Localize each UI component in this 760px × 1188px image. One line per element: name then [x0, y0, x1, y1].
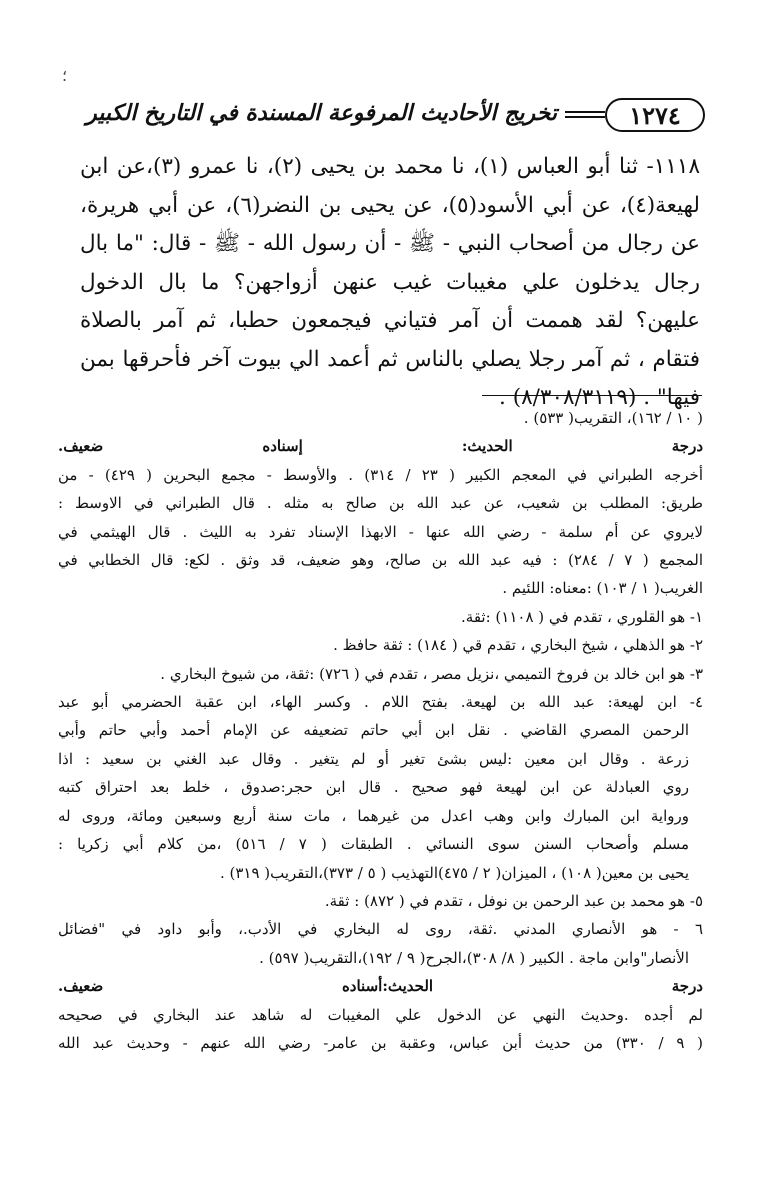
page-header: [80, 94, 705, 138]
hadith-text: [80, 148, 700, 418]
footnotes: [58, 404, 703, 1057]
footnote-line: درجة الحديث: إسناده ضعيف.: [58, 437, 703, 456]
footnote-line: أخرجه الطبراني في المعجم الكبير ( ٢٣ / ٣١٤) . والأوسط - مجمع البحرين ( ٤٢٩) - من: [58, 465, 703, 484]
hadith-paragraph: ١١١٨- ثنا أبو العباس (١)، نا محمد بن يحيى (٢)، نا عمرو (٣)،عن ابن لهيعة(٤)، عن أبي الأسود(٥)، عن يحيى بن النضر(٦)، عن أبي هريرة، عن رجال من أصحاب النبي - ﷺ - أن رسول الله - ﷺ - قال: "ما بال رجال يدخلون علي مغيبات غيب عنهن أزواجهن؟ ما بال الدخول عليهن؟ لقد هممت أن آمر فتياني فيجمعون حطبا، ثم آمر بالصلاة فتقام ، ثم آمر رجلا يصلي بالناس ثم أعمد الي بيوت آخر فأحرقها بمن فيها" . (٨/٣٠٨/٣١١٩) .: [80, 154, 700, 410]
footnote-line: روي العبادلة عن ابن لهيعة فهو صحيح . قال ابن حجر:صدوق ، خلط بعد احتراق كتبه: [58, 778, 689, 797]
footnote-line: زرعة . وقال ابن معين :ليس بشئ تغير أو لم يتغير . وقال عبد الغني بن سعيد : اذا: [58, 749, 689, 768]
footnote-line: درجة الحديث:أسناده ضعيف.: [58, 977, 703, 996]
footnote-line: لايروي عن أم سلمة - رضي الله عنها - الابهذا الإسناد تفرد به الليث . قال الهيثمي في: [58, 522, 703, 541]
corner-mark: ؛: [62, 66, 68, 85]
footnote-line: يحيى بن معين( ١٠٨) ، الميزان( ٢ / ٤٧٥)التهذيب ( ٥ / ٣٧٣)،التقريب( ٣١٩) .: [219, 863, 689, 882]
footnote-line: الرحمن المصري القاضي . نقل ابن أبي حاتم تضعيفه عن الإمام أحمد وأبي حاتم وأبي: [58, 721, 689, 740]
footnote-line: مسلم وأصحاب السنن سوى النسائي . الطبقات ( ٧ / ٥١٦) ،من كلام أبي زكريا :: [58, 835, 690, 854]
footnote-line: المجمع ( ٧ / ٢٨٤) : فيه عبد الله بن صالح، وهو ضعيف، قد وثق . لكع: قال الخطابي في: [58, 551, 703, 570]
footnote-separator: [482, 395, 702, 396]
header-rule: [565, 111, 605, 121]
footnote-line: ٥- هو محمد بن عبد الرحمن بن نوفل ، تقدم في ( ٨٧٢) : ثقة.: [324, 891, 703, 910]
footnote-line: ٣- هو ابن خالد بن فروخ التميمي ،نزيل مصر ، تقدم في ( ٧٢٦) :ثقة، من شيوخ البخاري .: [160, 664, 703, 683]
footnote-line: ( ٩ / ٣٣٠) من حديث أبن عباس، وعقبة بن عامر- رضي الله عنهم - وحديث عبد الله: [58, 1033, 703, 1052]
footnote-line: طريق: المطلب بن شعيب، عن عبد الله بن صالح به مثله . قال الطبراني في الاوسط :: [58, 494, 703, 513]
footnote-line: ٤- ابن لهيعة: عبد الله بن لهيعة. بفتح اللام . وكسر الهاء، ابن عقبة الحضرمي أبو عبد: [58, 693, 703, 712]
footnote-line: ٢- هو الذهلي ، شيخ البخاري ، تقدم قي ( ١٨٤) : ثقة حافظ .: [333, 636, 703, 655]
page-number: ١٢٧٤: [605, 98, 705, 132]
footnote-line: الأنصار"وابن ماجة . الكبير ( ٨/ ٣٠٨)،الجرح( ٩ / ١٩٢)،التقريب( ٥٩٧) .: [259, 948, 689, 967]
footnote-line: الغريب( ١ / ١٠٣) :معناه: اللئيم .: [502, 579, 703, 598]
footnote-line: ورواية ابن المبارك وابن وهب اعدل من غيرهما ، مات سنة أربع وسبعين ومائة، وروى له: [58, 806, 689, 825]
footnote-line: لم أجده .وحديث النهي عن الدخول علي المغيبات له شاهد عند البخاري في صحيحه: [58, 1005, 703, 1024]
footnote-line: ٦ - هو الأنصاري المدني .ثقة، روى له البخاري في الأدب.، وأبو داود في "فضائل: [58, 920, 703, 939]
running-title: تخريج الأحاديث المرفوعة المسندة في التاريخ الكبير: [86, 100, 557, 126]
footnote-line: ( ١٠ / ١٦٢)، التقريب( ٥٣٣) .: [523, 409, 703, 427]
footnote-line: ١- هو القلوري ، تقدم في ( ١١٠٨) :ثقة.: [461, 607, 703, 626]
